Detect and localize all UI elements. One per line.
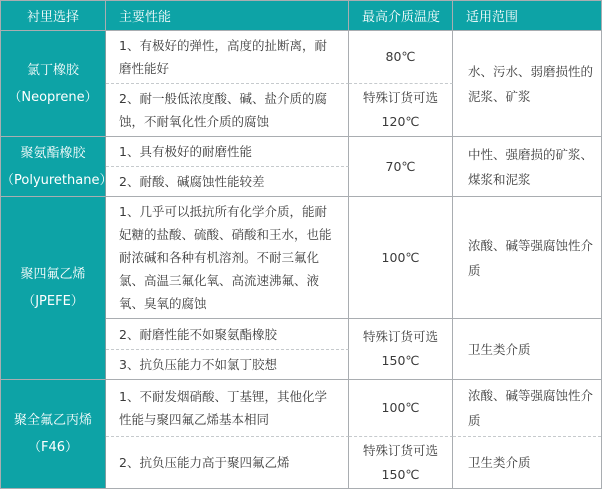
- range-cell: 浓酸、碱等强腐蚀性介质: [453, 380, 601, 437]
- performance-item: 2、耐磨性能不如聚氨酯橡胶: [106, 319, 349, 350]
- performance-item: 1、具有极好的耐磨性能: [106, 137, 349, 167]
- material-name-en: （JPEFE）: [22, 294, 84, 309]
- material-cell-neoprene: [1, 31, 106, 137]
- performance-item: 2、耐一般低浓度酸、碱、盐介质的腐蚀，不耐氧化性介质的腐蚀: [106, 84, 349, 137]
- temp-value: 120℃: [381, 114, 420, 129]
- temp-value: 80℃: [385, 49, 416, 64]
- temp-cell: [349, 137, 453, 197]
- performance-item: 2、抗负压能力高于聚四氟乙烯: [106, 437, 349, 488]
- header-max-temp: 最高介质温度: [349, 1, 453, 31]
- table-row: [1, 137, 601, 167]
- table-row: [1, 197, 601, 319]
- material-cell-f46: [1, 380, 106, 488]
- temp-value: 100℃: [381, 249, 420, 265]
- table-row: [1, 380, 601, 437]
- range-cell: 中性、强磨损的矿浆、煤浆和泥浆: [453, 137, 601, 197]
- temp-cell: [349, 84, 453, 137]
- performance-item: 1、几乎可以抵抗所有化学介质，能耐妃糖的盐酸、硫酸、硝酸和王水，也能耐浓碱和各种有机溶剂。不耐三氟化氯、高温三氟化氧、高流速沸氟、液氧、臭氧的腐蚀: [106, 197, 349, 319]
- temp-note: 特殊订货可选: [362, 442, 438, 458]
- header-range: 适用范围: [453, 1, 601, 31]
- temp-cell: [349, 437, 453, 488]
- temp-cell: [349, 319, 453, 380]
- table-header-row: [1, 1, 601, 31]
- temp-value: 150℃: [381, 353, 420, 368]
- range-cell: 卫生类介质: [453, 319, 601, 380]
- header-lining: 衬里选择: [1, 1, 106, 31]
- temp-note: 特殊订货可选: [362, 90, 438, 105]
- material-name-cn: 聚全氟乙丙烯: [13, 413, 92, 428]
- performance-item: 1、有极好的弹性，高度的扯断离，耐磨性能好: [106, 31, 349, 84]
- material-cell-ptfe: [1, 197, 106, 380]
- performance-item: 1、不耐发烟硝酸、丁基锂，其他化学性能与聚四氟乙烯基本相同: [106, 380, 349, 437]
- temp-value: 70℃: [385, 158, 416, 174]
- header-performance: 主要性能: [106, 1, 349, 31]
- performance-item: 2、耐酸、碱腐蚀性能较差: [106, 167, 349, 197]
- temp-value: 150℃: [381, 466, 420, 482]
- material-name-cn: 聚四氟乙烯: [20, 267, 86, 282]
- material-name-en: （F46）: [27, 440, 79, 455]
- performance-item: 3、抗负压能力不如氯丁胶想: [106, 350, 349, 380]
- range-cell: 水、污水、弱磨损性的泥浆、矿浆: [453, 31, 601, 137]
- material-cell-polyurethane: [1, 137, 113, 197]
- table-row: [1, 31, 601, 84]
- material-name-en: （Polyurethane）: [1, 172, 113, 188]
- material-name-cn: 氯丁橡胶: [26, 62, 79, 78]
- temp-value: 100℃: [381, 400, 420, 415]
- material-name-cn: 聚氨酯橡胶: [20, 145, 86, 161]
- material-name-en: （Neoprene）: [8, 89, 98, 105]
- temp-cell: [349, 197, 453, 319]
- temp-cell: [349, 31, 453, 84]
- temp-cell: [349, 380, 453, 437]
- range-cell: 浓酸、碱等强腐蚀性介质: [453, 197, 601, 319]
- range-cell: 卫生类介质: [468, 455, 531, 470]
- temp-note: 特殊订货可选: [362, 329, 438, 344]
